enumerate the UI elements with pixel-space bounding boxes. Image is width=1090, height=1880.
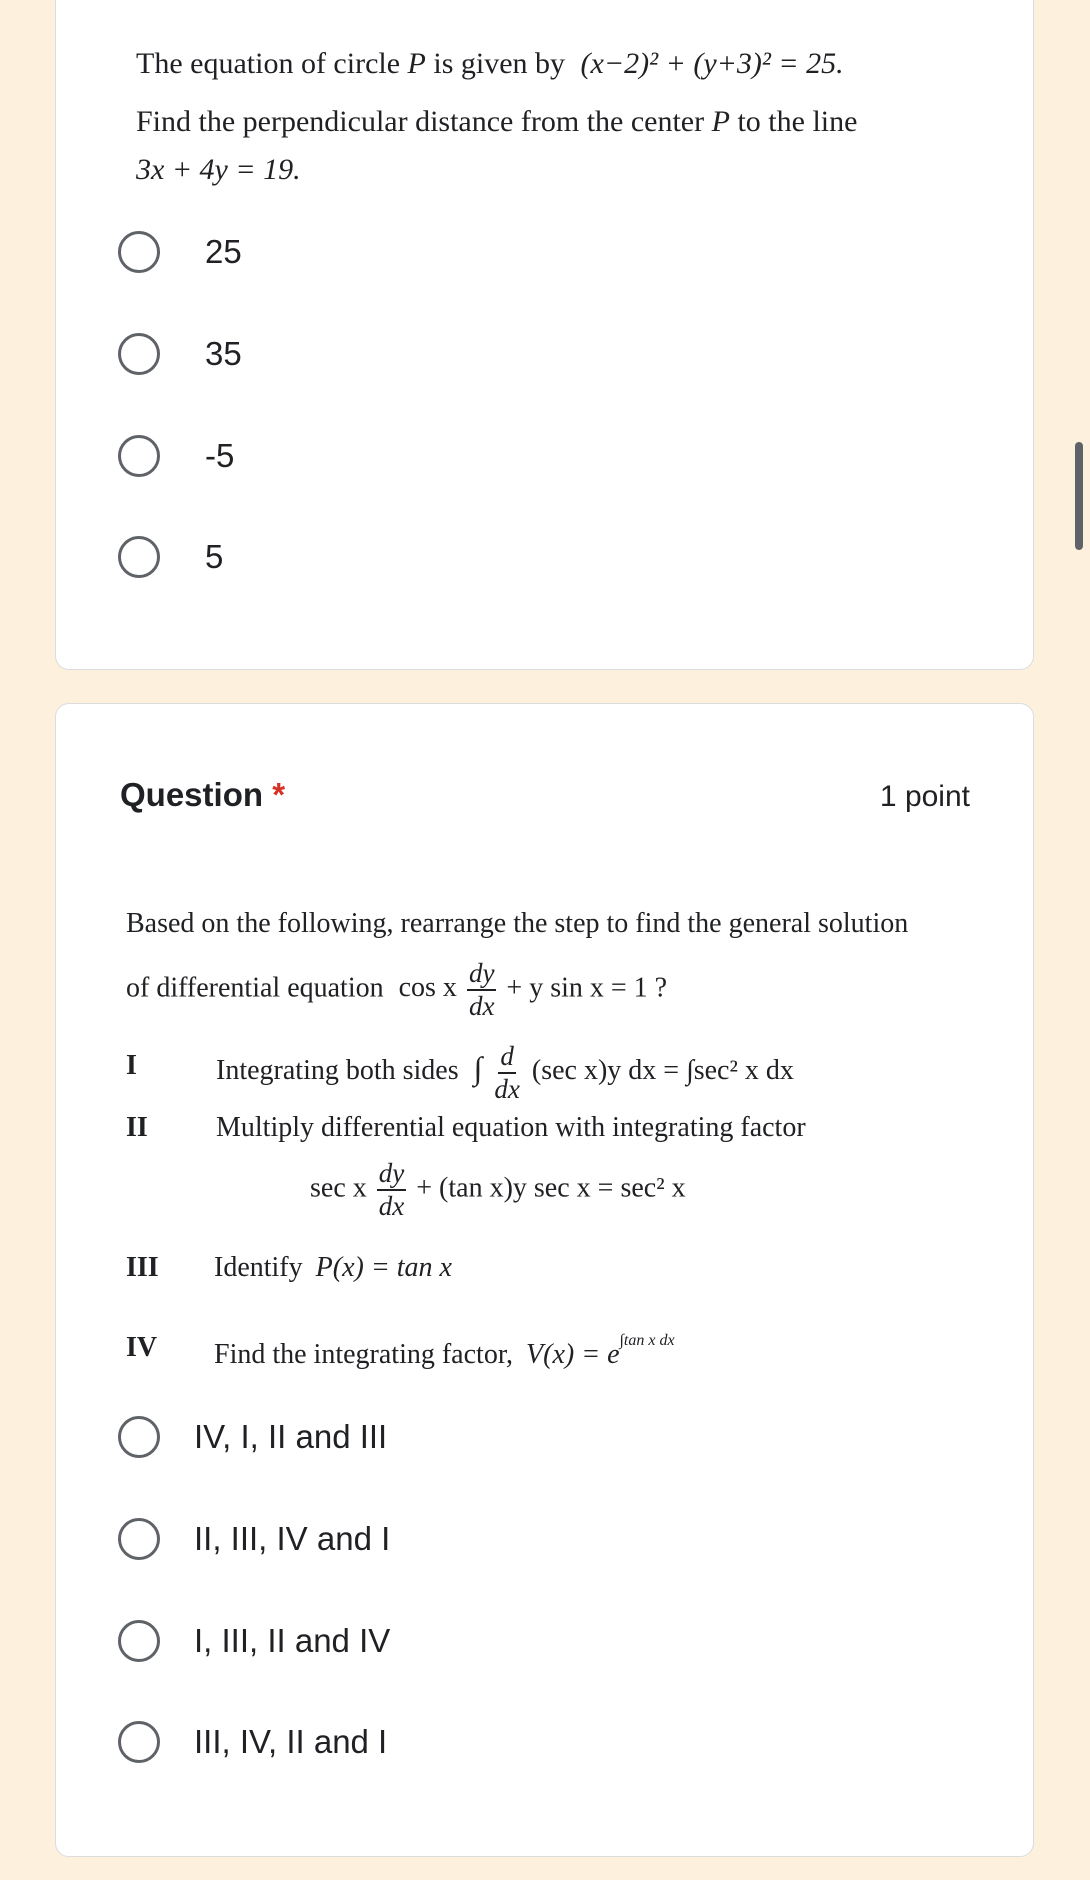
step-2-equation	[310, 1160, 686, 1220]
question-points: 1 point	[879, 780, 970, 813]
q1-text-c: Find the perpendicular distance from the center	[136, 105, 705, 138]
radio-icon[interactable]	[118, 231, 160, 273]
step-4-desc: Find the integrating factor,	[214, 1339, 514, 1370]
step-4-text	[214, 1332, 675, 1371]
q2-intro-line1: Based on the following, rearrange the step to find the general solution	[126, 908, 909, 939]
required-asterisk: *	[272, 776, 286, 813]
q1-line-equation: 3x + 4y = 19.	[136, 153, 301, 186]
radio-icon[interactable]	[118, 536, 160, 578]
q1-circle-equation: (x−2)² + (y+3)² = 25.	[580, 47, 844, 80]
step-1-equation: (sec x)y dx = ∫sec² x dx	[531, 1055, 794, 1086]
q2-eq-fraction	[467, 960, 496, 1020]
step-3-text	[214, 1252, 452, 1284]
q2-option-4[interactable]	[118, 1714, 387, 1770]
q2-intro-line2	[126, 960, 667, 1020]
step-2-numeral: II	[126, 1112, 148, 1143]
question1-line2	[136, 104, 857, 140]
step-2-eq-post: + (tan x)y sec x = sec² x	[416, 1172, 686, 1204]
q1-text-b: is given by	[433, 47, 566, 80]
step-4-numeral: IV	[126, 1332, 158, 1363]
fraction-den: dx	[378, 1191, 405, 1221]
radio-icon[interactable]	[118, 435, 160, 477]
q2-eq-pre: cos x	[398, 972, 457, 1004]
step-2-text: Multiply differential equation with integrating factor	[216, 1112, 806, 1143]
q1-option-2[interactable]	[118, 326, 242, 382]
q1-option-3[interactable]	[118, 428, 234, 484]
q1-var-p2: P	[711, 105, 730, 138]
question-title	[120, 776, 285, 814]
q2-eq-post: + y sin x = 1 ?	[506, 972, 668, 1004]
fraction-num: d	[498, 1043, 516, 1074]
option-label: 5	[205, 538, 224, 575]
step-3-equation: P(x) = tan x	[315, 1252, 452, 1283]
radio-icon[interactable]	[118, 1620, 160, 1662]
radio-icon[interactable]	[118, 1416, 160, 1458]
q1-option-1[interactable]	[118, 224, 242, 280]
question-title-text: Question	[120, 776, 264, 813]
option-label: III, IV, II and I	[194, 1723, 388, 1760]
q2-option-1[interactable]	[118, 1409, 387, 1465]
option-label: IV, I, II and III	[194, 1418, 388, 1455]
option-label: 25	[205, 233, 242, 270]
radio-icon[interactable]	[118, 333, 160, 375]
option-label: -5	[205, 437, 235, 474]
fraction-den: dx	[468, 991, 495, 1021]
radio-icon[interactable]	[118, 1518, 160, 1560]
option-label: II, III, IV and I	[194, 1520, 391, 1557]
q1-text-d: to the line	[737, 105, 858, 138]
integral-symbol: ∫	[473, 1050, 483, 1086]
option-label: 35	[205, 335, 242, 372]
q1-option-4[interactable]	[118, 529, 223, 585]
radio-icon[interactable]	[118, 1721, 160, 1763]
fraction-den: dx	[494, 1073, 520, 1104]
option-label: I, III, II and IV	[194, 1622, 391, 1659]
step-1-desc: Integrating both sides	[216, 1055, 459, 1086]
fraction-num: dy	[467, 960, 496, 991]
q1-text-a: The equation of circle	[136, 47, 401, 80]
q2-intro-text: of differential equation	[126, 972, 384, 1004]
q2-option-2[interactable]	[118, 1511, 390, 1567]
step-2-fraction	[377, 1160, 406, 1220]
q1-var-p: P	[407, 47, 426, 80]
step-3-desc: Identify	[214, 1252, 303, 1283]
step-1-text	[216, 1040, 794, 1103]
step-4-equation: V(x) = e	[526, 1339, 620, 1370]
step-3-numeral: III	[126, 1252, 159, 1283]
scrollbar-thumb[interactable]	[1075, 442, 1083, 550]
step-2-eq-pre: sec x	[310, 1172, 367, 1204]
fraction-num: dy	[377, 1160, 406, 1191]
step-1-numeral: I	[126, 1050, 137, 1081]
step-4-exponent: ∫tan x dx	[619, 1332, 675, 1349]
question1-line1	[136, 46, 844, 82]
step-1-fraction	[492, 1040, 521, 1104]
q2-option-3[interactable]	[118, 1613, 390, 1669]
question-card-2	[55, 703, 1034, 1857]
